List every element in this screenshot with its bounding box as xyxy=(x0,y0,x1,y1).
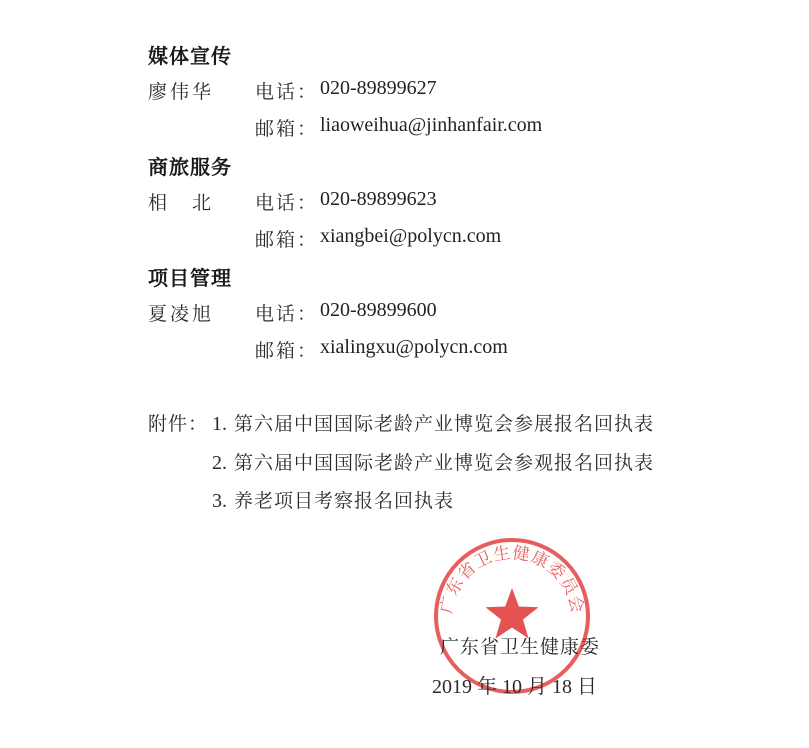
contact-name-project: 夏凌旭 xyxy=(148,303,215,325)
attachment-text: 第六届中国国际老龄产业博览会参观报名回执表 xyxy=(234,452,655,474)
attachment-item-2 xyxy=(212,448,654,475)
seal-text: 广东省卫生健康委员会 xyxy=(436,543,588,616)
email-label-project: 邮箱： xyxy=(255,340,319,362)
attachment-item-1 xyxy=(212,409,654,436)
phone-value-travel: 020-89899623 xyxy=(320,188,437,210)
attachment-number: 2. xyxy=(212,452,227,474)
phone-value-media: 020-89899627 xyxy=(320,77,437,99)
contact-name-travel: 相 北 xyxy=(148,192,215,214)
section-heading-media: 媒体宣传 xyxy=(148,44,232,68)
attachments-label: 附件： xyxy=(148,413,209,435)
phone-label-project: 电话： xyxy=(255,303,319,325)
email-label-travel: 邮箱： xyxy=(255,229,319,251)
email-label-media: 邮箱： xyxy=(255,118,319,140)
contact-name-media: 廖伟华 xyxy=(148,81,215,103)
phone-label-travel: 电话： xyxy=(255,192,319,214)
section-heading-travel: 商旅服务 xyxy=(148,155,232,179)
section-heading-project: 项目管理 xyxy=(148,266,232,290)
attachment-number: 3. xyxy=(212,490,227,512)
email-value-project[interactable]: xialingxu@polycn.com xyxy=(320,336,508,358)
email-value-media[interactable]: liaoweihua@jinhanfair.com xyxy=(320,114,543,136)
attachment-text: 第六届中国国际老龄产业博览会参展报名回执表 xyxy=(234,413,655,435)
signature-org: 广东省卫生健康委 xyxy=(440,636,601,658)
attachment-item-3 xyxy=(212,486,454,513)
email-value-travel[interactable]: xiangbei@polycn.com xyxy=(320,225,502,247)
attachment-number: 1. xyxy=(212,413,227,435)
signature-date: 2019 年 10 月 18 日 xyxy=(432,676,597,698)
phone-label-media: 电话： xyxy=(255,81,319,103)
phone-value-project: 020-89899600 xyxy=(320,299,437,321)
attachment-text: 养老项目考察报名回执表 xyxy=(234,490,455,512)
seal-star-icon xyxy=(486,588,539,639)
